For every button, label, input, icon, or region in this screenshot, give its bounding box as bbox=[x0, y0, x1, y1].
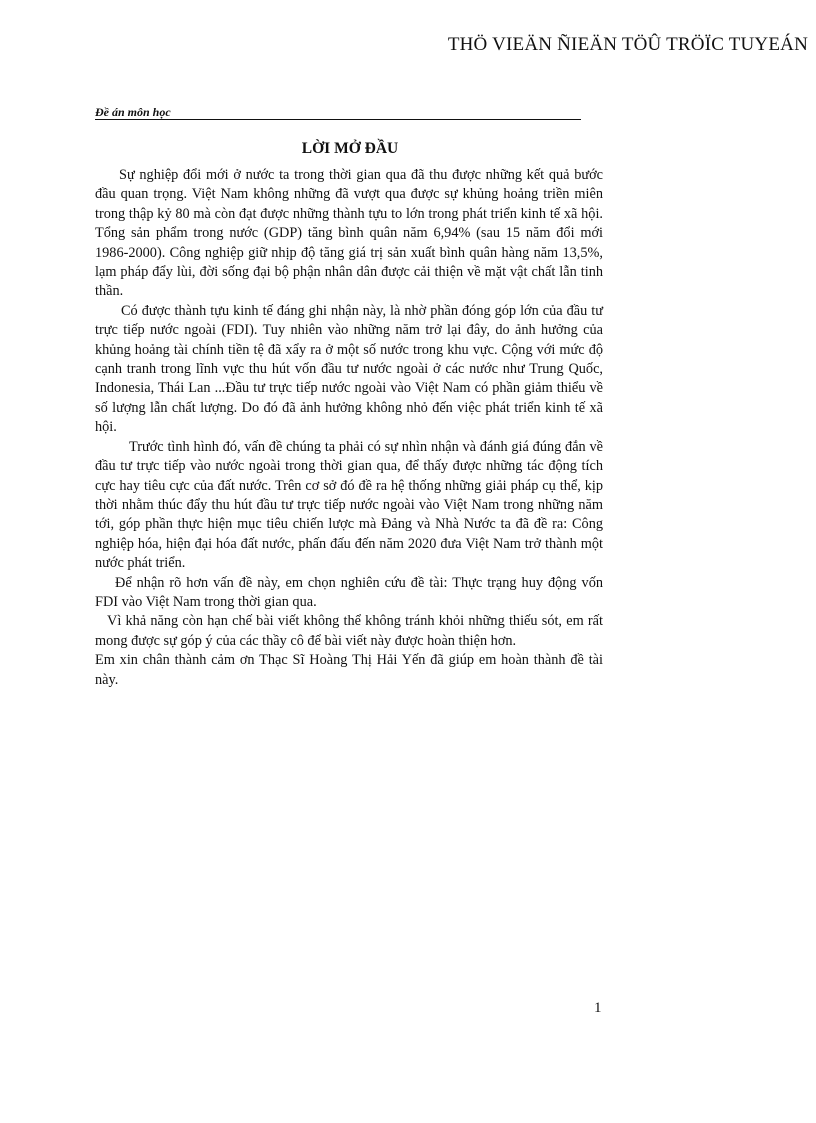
document-body bbox=[95, 166, 603, 690]
document-title: LỜI MỞ ĐẦU bbox=[301, 140, 399, 157]
page-number: 1 bbox=[594, 1000, 602, 1016]
paragraph: Vì khả năng còn hạn chế bài viết không thể không tránh khỏi những thiếu sót, em rất mong được sự góp ý của các thầy cô để bài viết này được hoàn thiện hơn. bbox=[95, 613, 603, 649]
watermark-text: THÖ VIEÄN ÑIEÄN TÖÛ TRÖÏC TUYEÁN bbox=[447, 34, 808, 55]
paragraph: Để nhận rõ hơn vấn đề này, em chọn nghiên cứu đề tài: Thực trạng huy động vốn FDI vào Việt Nam trong thời gian qua. bbox=[95, 574, 603, 610]
paragraph: Có được thành tựu kinh tế đáng ghi nhận này, là nhờ phần đóng góp lớn của đầu tư trực tiếp nước ngoài (FDI). Tuy nhiên vào những năm trở lại đây, do ảnh hưởng của khủng hoảng tài chính tiền tệ đã xẩy ra ở một số nước trong khu vực. Cộng với mức độ cạnh tranh trong lĩnh vực thu hút vốn đầu tư nước ngoài ở các nước như Trung Quốc, Indonesia, Thái Lan ...Đầu tư trực tiếp nước ngoài vào Việt Nam có phần giảm thiểu về số lượng lẫn chất lượng. Do đó đã ảnh hưởng không nhỏ đến việc phát triển kinh tế xã hội. bbox=[95, 302, 603, 436]
paragraph: Sự nghiệp đổi mới ở nước ta trong thời gian qua đã thu được những kết quả bước đầu quan trọng. Việt Nam không những đã vượt qua được sự khủng hoảng triền miên trong thập kỷ 80 mà còn đạt được những thành tựu to lớn trong phát triển kinh tế xã hội. Tổng sản phẩm trong nước (GDP) tăng bình quân năm 6,94% (sau 15 năm đổi mới 1986-2000). Công nghiệp giữ nhịp độ tăng giá trị sản xuất bình quân hàng năm 13,5%, lạm pháp đẩy lùi, đời sống đại bộ phận nhân dân được cải thiện về mặt vật chất lẫn tinh thần. bbox=[95, 167, 603, 300]
paragraph: Trước tình hình đó, vấn đề chúng ta phải có sự nhìn nhận và đánh giá đúng đắn về đầu tư trực tiếp vào nước ngoài trong thời gian qua, để thấy được những tác động tích cực hay tiêu cực của đất nước. Trên cơ sở đó đề ra hệ thống những giải pháp cụ thể, kịp thời nhằm thúc đẩy thu hút đầu tư trực tiếp nước ngoài vào Việt Nam trong những năm tới, góp phần thực hiện mục tiêu chiến lược mà Đảng và Nhà Nước ta đã đề ra: Công nghiệp hóa, hiện đại hóa đất nước, phấn đấu đến năm 2020 đưa Việt Nam trở thành một nước phát triển. bbox=[95, 438, 603, 572]
paragraph: Em xin chân thành cảm ơn Thạc Sĩ Hoàng Thị Hải Yến đã giúp em hoàn thành đề tài này. bbox=[95, 652, 603, 688]
page-header bbox=[95, 105, 581, 120]
header-label: Đề án môn học bbox=[95, 105, 171, 119]
